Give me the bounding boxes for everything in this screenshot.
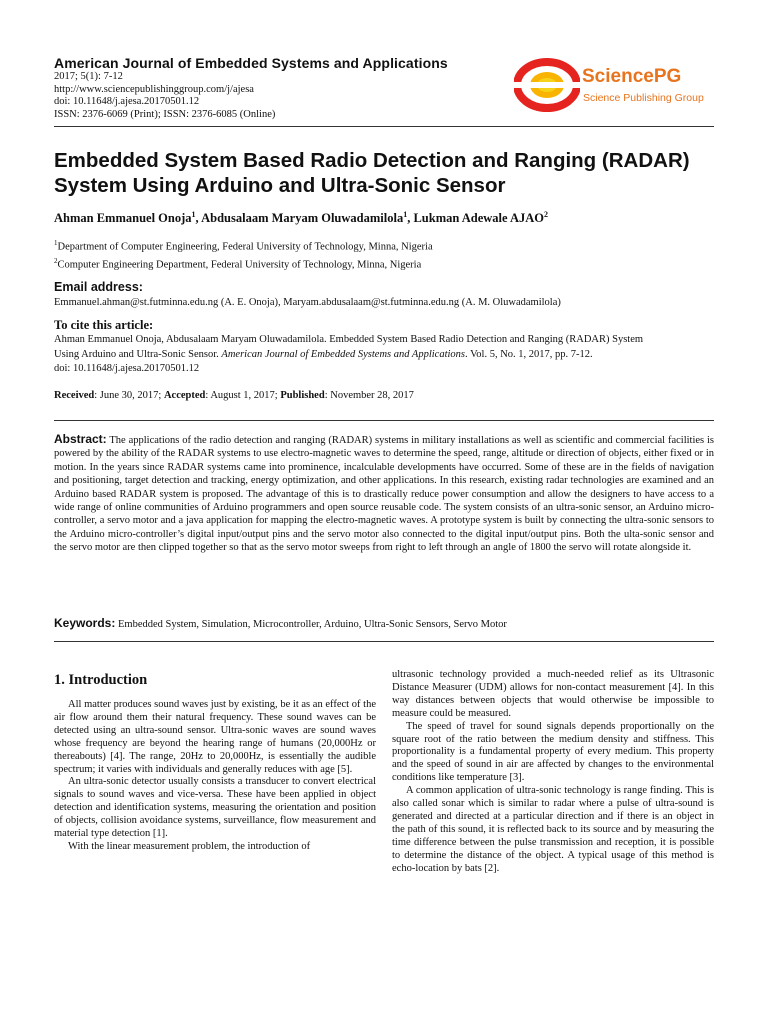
- accepted-label: Accepted: [163, 390, 206, 401]
- cite-journal: American Journal of Embedded Systems and Applications: [221, 348, 466, 360]
- right-column: [392, 669, 714, 876]
- header-divider: [54, 126, 714, 127]
- author-name: Ahman Emmanuel Onoja: [54, 211, 192, 226]
- meta-url: http://www.sciencepublishinggroup.com/j/ajesa: [54, 83, 254, 95]
- author-sup: 1: [403, 210, 408, 219]
- affiliation-sup: 2: [54, 257, 58, 265]
- keywords-text: Embedded System, Simulation, Microcontroller, Arduino, Ultra-Sonic Sensors, Servo Motor: [117, 619, 507, 630]
- keywords-label: Keywords:: [54, 616, 116, 630]
- published-label: Published: [280, 390, 325, 401]
- email-heading: Email address:: [54, 280, 143, 294]
- affiliation: [54, 257, 421, 271]
- publisher-logo-icon: [514, 58, 580, 112]
- paragraph: A common application of ultra-sonic technology is range finding. This is also called sonar which is similar to radar where a pulse of ultra-sound is generated and directed at a particular direction and if there is an object in the path of this sound, it is reflected back to its source and by measuring the time difference between the pulse transmission and reception, it is possible to determine the distance of the object. A typical usage of this method is echo-location by bats [2].: [392, 785, 714, 874]
- keywords: [54, 616, 714, 630]
- abstract-label: Abstract:: [54, 432, 107, 446]
- journal-meta: [54, 71, 275, 121]
- meta-doi: doi: 10.11648/j.ajesa.20170501.12: [54, 96, 200, 108]
- author-sup: 1: [191, 210, 196, 219]
- paragraph: ultrasonic technology provided a much-needed relief as its Ultrasonic Distance Measurer (UDM) allows for non-contact measurement [4]. In this way distances between objects that would otherwise be impossible to measure could be measured.: [392, 669, 714, 719]
- affiliation: [54, 239, 433, 253]
- author-name: Abdusalaam Maryam Oluwadamilola: [201, 211, 404, 226]
- affiliation-sup: 1: [54, 239, 58, 247]
- paragraph: The speed of travel for sound signals depends proportionally on the square root of the ratio between the medium density and stiffness. This proportionality is a fundamental property of every medium. This property and the speed of sound in air are affected by changes to the environmental conditions like temperature [3].: [392, 720, 714, 784]
- accepted-date: : August 1, 2017;: [205, 390, 281, 401]
- meta-volume: 2017; 5(1): 7-12: [54, 71, 123, 82]
- publisher-name: SciencePG: [582, 66, 682, 87]
- email-text: Emmanuel.ahman@st.futminna.edu.ng (A. E. Onoja), Maryam.abdusalaam@st.futminna.edu.ng (A. M. Oluwadamilola): [54, 297, 561, 308]
- received-label: Received: [54, 390, 95, 401]
- body-divider: [54, 641, 714, 642]
- cite-heading: To cite this article:: [54, 318, 154, 332]
- paragraph: An ultra-sonic detector usually consists a transducer to convert electrical signals to sound waves and vice-versa. These have been applied in object detection and identification systems, measuring the orientation and position of objects, collision avoidance systems, surveillance, flow measurement and material type detection [1].: [54, 776, 376, 840]
- journal-name: American Journal of Embedded Systems and Applications: [54, 55, 448, 71]
- author-sup: 2: [544, 210, 549, 219]
- meta-issn: ISSN: 2376-6069 (Print); ISSN: 2376-6085 (Online): [54, 108, 276, 120]
- cite-line: [54, 348, 719, 363]
- abstract-divider: [54, 420, 714, 421]
- published-date: : November 28, 2017: [324, 390, 414, 401]
- abstract: [54, 433, 714, 555]
- cite-doi: doi: 10.11648/j.ajesa.20170501.12: [54, 363, 200, 374]
- author-name: Lukman Adewale AJAO: [413, 211, 545, 226]
- abstract-text: The applications of the radio detection and ranging (RADAR) systems in military installations as well as scientific and commercial facilities is powered by the ability of the RADAR systems to use electro-magnetic waves to determine the speed, range, altitude or direction of objects, either fixed or in motion. In the years since RADAR systems came into prominence, incalculable developments have occurred. Some of these are in the fields of navigation and positioning, target detection and tracking, energy optimization, and other applications. In this research, existing radar technologies are examined and an Arduino based RADAR system is proposed. The advantage of this is to drastically reduce power consumption and allow the designers to have access to a wide range of online communities of Arduino programmers and open source reusable code. The system consists of an ultra-sonic sensor, an Arduino micro-controller, a servo motor and a java application for mapping the electro-magnetic waves. A prototype system is built by connecting the ultra-sonic sensors to the Arduino micro-controller’s digital input/output pins and the servo motor also connected to the digital input/output pins. Both the ulta-sonic sensor and the servo motor are then clipped together so that as the servo motor sweeps from right to left through an angle of 1800 the servo will rotate alongside it.: [54, 435, 715, 554]
- paragraph: With the linear measurement problem, the introduction of: [68, 840, 311, 852]
- left-column: [54, 699, 376, 854]
- paper-title: Embedded System Based Radio Detection and Ranging (RADAR) System Using Arduino and Ultra-Sonic Sensor: [54, 149, 690, 197]
- cite-line: Ahman Emmanuel Onoja, Abdusalaam Maryam Oluwadamilola. Embedded System Based Radio Detection and Ranging (RADAR) System: [54, 334, 644, 345]
- publisher-subtitle: Science Publishing Group: [583, 92, 704, 104]
- affiliation-text: Computer Engineering Department, Federal University of Technology, Minna, Nigeria: [57, 259, 422, 271]
- cite-tail: . Vol. 5, No. 1, 2017, pp. 7-12.: [465, 348, 593, 360]
- received-date: : June 30, 2017;: [94, 390, 164, 401]
- paragraph: All matter produces sound waves just by existing, be it as an effect of the air flow around them their natural frequency. These sound waves can be detected using an ultra-sound sensor. Ultra-sonic waves are sound waves whose frequency are beyond the hearing range of humans (20,000Hz or thereabouts) [4]. The range, 20Hz to 20,000Hz, is essentially the audible spectrum; it varies with individuals and generally reduces with age [5].: [54, 699, 376, 775]
- cite-plain: Using Arduino and Ultra-Sonic Sensor.: [54, 348, 222, 360]
- cite-text: [54, 333, 719, 377]
- article-dates: [54, 388, 719, 403]
- section-heading: 1. Introduction: [54, 672, 148, 688]
- author-list: Ahman Emmanuel Onoja$^1$, Abdusalaam Maryam Oluwadamilola$^1$, Lukman Adewale AJAO$^2$: [54, 210, 549, 226]
- affiliation-text: Department of Computer Engineering, Federal University of Technology, Minna, Nigeria: [57, 241, 433, 253]
